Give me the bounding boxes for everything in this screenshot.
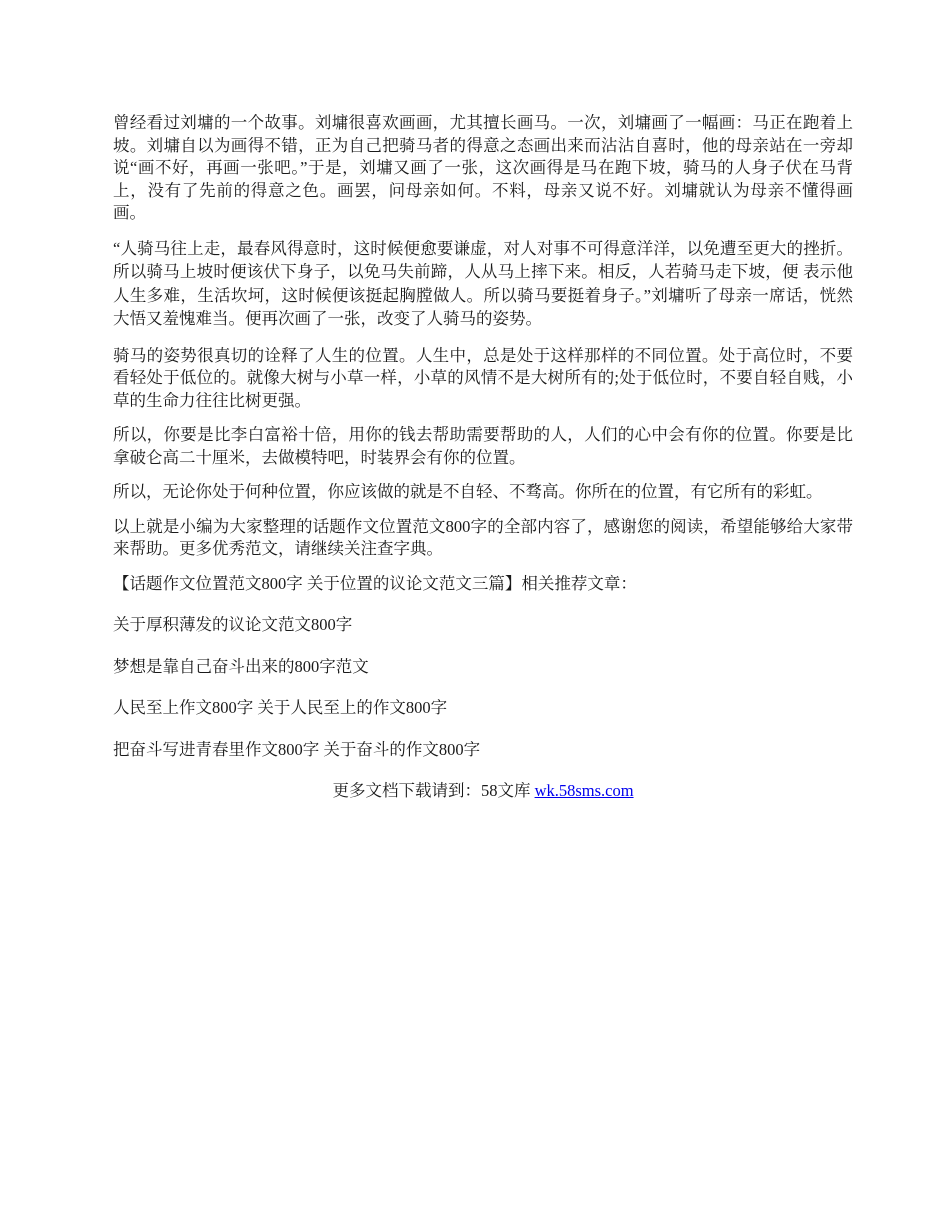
download-footer [113, 780, 853, 803]
related-article-link[interactable]: 梦想是靠自己奋斗出来的800字范文 [113, 656, 369, 676]
article-paragraph: 曾经看过刘墉的一个故事。刘墉很喜欢画画，尤其擅长画马。一次，刘墉画了一幅画：马正在跑着上坡。刘墉自以为画得不错，正为自己把骑马者的得意之态画出来而沾沾自喜时，他的母亲站在一旁却说“画不好，再画一张吧。”于是，刘墉又画了一张，这次画得是马在跑下坡，骑马的人身子伏在马背上，没有了先前的得意之色。画罢，问母亲如何。不料，母亲又说不好。刘墉就认为母亲不懂得画画。 [113, 113, 853, 222]
footer-site-link[interactable]: wk.58sms.com [534, 781, 634, 800]
document-page [113, 112, 853, 803]
article-paragraph: 骑马的姿势很真切的诠释了人生的位置。人生中，总是处于这样那样的不同位置。处于高位时，不要看轻处于低位的。就像大树与小草一样，小草的风情不是大树所有的;处于低位时，不要自轻自贱，小草的生命力往往比树更强。 [113, 345, 853, 410]
article-paragraph: 所以，你要是比李白富裕十倍，用你的钱去帮助需要帮助的人，人们的心中会有你的位置。你要是比拿破仑高二十厘米，去做模特吧，时装界会有你的位置。 [113, 425, 853, 467]
article-body [113, 112, 853, 561]
article-paragraph: “人骑马往上走，最春风得意时，这时候便愈要谦虚，对人对事不可得意洋洋，以免遭至更大的挫折。所以骑马上坡时便该伏下身子，以免马失前蹄，人从马上摔下来。相反，人若骑马走下坡，便 表示他人生多难，生活坎坷，这时候便该挺起胸膛做人。所以骑马要挺着身子。”刘墉听了母亲一席话，恍然大悟又羞愧难当。便再次画了一张，改变了人骑马的姿势。 [113, 238, 853, 328]
related-article-link[interactable]: 把奋斗写进青春里作文800字 关于奋斗的作文800字 [113, 739, 481, 759]
footer-prefix: 更多文档下载请到：58文库 [332, 781, 535, 800]
related-article-link[interactable]: 关于厚积薄发的议论文范文800字 [113, 615, 353, 634]
article-paragraph: 所以，无论你处于何种位置，你应该做的就是不自轻、不骛高。你所在的位置，有它所有的彩虹。 [113, 482, 823, 501]
related-articles-heading: 【话题作文位置范文800字 关于位置的议论文范文三篇】相关推荐文章： [113, 573, 637, 593]
related-articles [113, 573, 853, 762]
related-article-link[interactable]: 人民至上作文800字 关于人民至上的作文800字 [113, 698, 448, 717]
article-paragraph: 以上就是小编为大家整理的话题作文位置范文800字的全部内容了，感谢您的阅读，希望能够给大家带来帮助。更多优秀范文，请继续关注查字典。 [113, 516, 853, 558]
